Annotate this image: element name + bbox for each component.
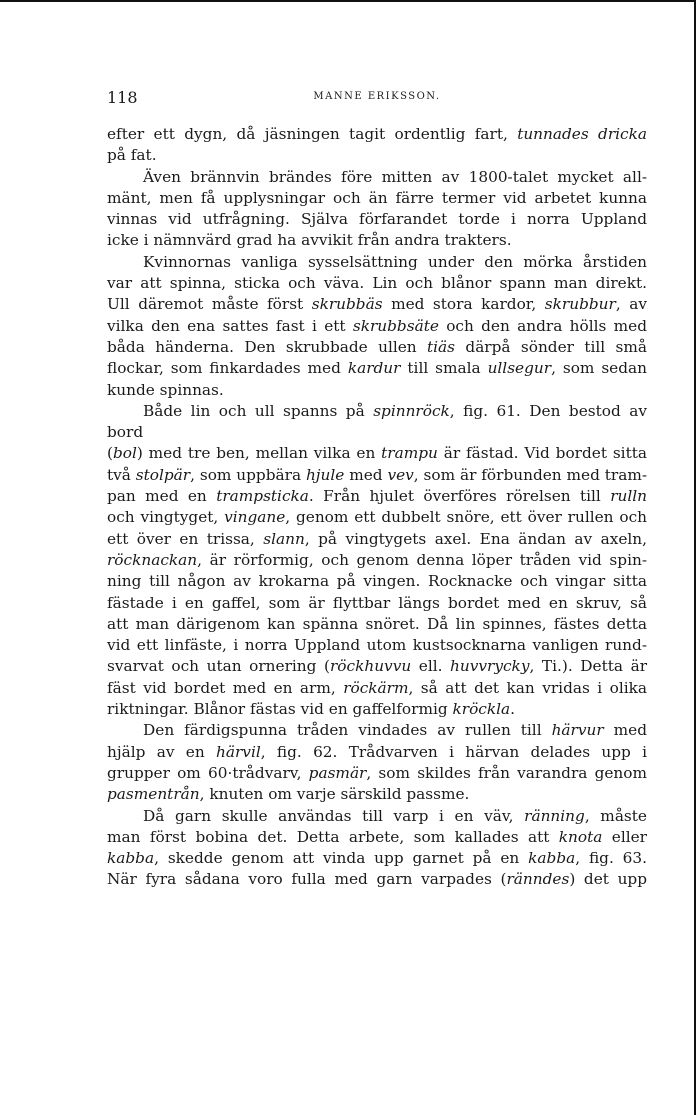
text-segment: , som skildes från varandra genom (366, 763, 648, 782)
italic-term: kabba (528, 849, 576, 868)
text-segment: , genom ett dubbelt snöre, ett över rullen och (285, 508, 647, 527)
text-segment: båda händerna. Den skrubbade ullen (107, 337, 428, 356)
text-segment: . Från hjulet överföres rörelsen till (308, 487, 611, 506)
text-line (107, 252, 647, 273)
italic-term: tunnades dricka (517, 125, 647, 143)
text-segment: , av (615, 295, 647, 314)
text-segment: ning till någon av krokarna på vingen. Rocknacke och vingar sitta (107, 572, 647, 591)
text-segment: Kvinnornas vanliga sysselsättning under den mörka årstiden (143, 252, 647, 271)
italic-term: ullsegur (487, 359, 552, 378)
text-segment: mänt, men få upplysningar och än färre termer vid arbetet kunna (107, 188, 647, 207)
italic-term: röckhuvvu (329, 657, 412, 676)
text-line (107, 529, 647, 550)
text-segment: När fyra sådana voro fulla med garn varpades ( (107, 870, 507, 889)
text-line (107, 443, 647, 464)
text-segment: ett över en trissa, (107, 529, 264, 548)
text-segment: två (107, 465, 136, 484)
text-segment: på fat. (107, 146, 157, 165)
text-segment: ) det upp (569, 870, 648, 889)
text-line (107, 507, 647, 528)
text-line (107, 656, 647, 677)
italic-term: röckärm (343, 678, 409, 697)
text-segment: ell. (411, 657, 451, 676)
page-number: 118 (107, 88, 138, 107)
text-line (107, 869, 647, 890)
italic-term: slann (263, 529, 305, 548)
scan-edge-top (0, 0, 696, 2)
text-segment: Både lin och ull spanns på (143, 401, 374, 420)
text-segment: grupper om 60·trådvarv, (107, 763, 309, 782)
text-segment: , fig. 61. Den bestod av bord (107, 401, 647, 442)
text-line (107, 145, 647, 166)
italic-term: skrubbäs (311, 295, 383, 314)
text-segment: Då garn skulle användas till varp i en väv, (143, 806, 525, 825)
text-segment: eller (602, 827, 647, 846)
italic-term: pasmentrån (107, 785, 200, 804)
italic-term: ränning (524, 806, 585, 825)
text-segment: flockar, som finkardades med (107, 359, 348, 378)
text-segment: därpå sönder till små (455, 337, 647, 356)
text-line (107, 614, 647, 635)
text-line (107, 806, 647, 827)
text-segment: ( (107, 444, 113, 463)
text-line (107, 465, 647, 486)
text-segment: , som sedan (551, 359, 647, 378)
text-line (107, 678, 647, 699)
text-segment: vilka den ena sattes fast i ett (107, 316, 353, 335)
text-line (107, 188, 647, 209)
text-line (107, 273, 647, 294)
text-line (107, 209, 647, 230)
text-segment: . (510, 700, 516, 719)
text-segment: kunde spinnas. (107, 380, 224, 399)
italic-term: vev (387, 465, 414, 484)
text-segment: Även brännvin brändes före mitten av 1800-talet mycket all- (143, 167, 647, 186)
text-segment: vid ett linfäste, i norra Uppland utom kustsocknarna vanligen rund- (107, 636, 647, 655)
text-line (107, 167, 647, 188)
text-line (107, 550, 647, 571)
text-segment: med stora kardor, (382, 295, 545, 314)
running-head: MANNE ERIKSSON. (313, 91, 441, 102)
text-segment: , skedde genom att vinda upp garnet på en (154, 849, 529, 868)
text-segment: Ull däremot måste först (107, 295, 312, 314)
italic-term: stolpär (135, 465, 191, 484)
text-segment: var att spinna, sticka och väva. Lin och blånor spann man direkt. (107, 274, 647, 293)
text-line (107, 593, 647, 614)
text-line (107, 571, 647, 592)
text-line (107, 827, 647, 848)
italic-term: kröckla (452, 700, 511, 719)
text-segment: , som är förbunden med tram- (413, 465, 647, 484)
text-line (107, 763, 647, 784)
text-segment: , fig. 63. (575, 849, 647, 868)
text-line (107, 316, 647, 337)
text-segment: , Ti.). Detta är (529, 657, 648, 676)
text-segment: är fästad. Vid bordet sitta (437, 444, 647, 463)
text-segment: , måste (584, 806, 647, 825)
text-segment: , som uppbära (190, 465, 306, 484)
text-line (107, 294, 647, 315)
italic-term: ränndes (506, 870, 570, 889)
text-line (107, 401, 647, 444)
text-line (107, 380, 647, 401)
text-line (107, 742, 647, 763)
italic-term: härvur (551, 721, 604, 740)
text-segment: , på vingtygets axel. Ena ändan av axeln, (304, 529, 648, 548)
italic-term: skrubbsäte (352, 316, 439, 335)
page-header (107, 88, 647, 108)
text-segment: till smala (400, 359, 488, 378)
italic-term: tiäs (427, 337, 456, 356)
text-segment: Den färdigspunna tråden vindades av rullen till (143, 721, 552, 740)
text-segment: fäst vid bordet med en arm, (107, 678, 344, 697)
text-segment: , knuten om varje särskild passme. (199, 785, 470, 804)
text-line (107, 358, 647, 379)
italic-term: vingane (224, 508, 286, 527)
text-segment: riktningar. Blånor fästas vid en gaffelformig (107, 700, 453, 719)
body-text (107, 124, 647, 891)
text-segment: pan med en (107, 487, 217, 506)
text-segment: och vingtyget, (107, 508, 225, 527)
text-segment: och den andra hölls med (438, 316, 647, 335)
italic-term: röcknackan (107, 550, 198, 569)
text-segment: hjälp av en (107, 742, 217, 761)
italic-term: rulln (610, 487, 648, 506)
text-segment: , är rörformig, och genom denna löper tråden vid spin- (197, 550, 647, 569)
text-line (107, 720, 647, 741)
text-segment: fästade i en gaffel, som är flyttbar längs bordet med en skruv, så (107, 593, 647, 612)
italic-term: huvvrycky (450, 657, 530, 676)
text-line (107, 784, 647, 805)
text-line (107, 486, 647, 507)
italic-term: bol (112, 444, 137, 463)
text-line (107, 848, 647, 869)
text-segment: , så att det kan vridas i olika (408, 678, 648, 697)
text-segment: ) med tre ben, mellan vilka en (136, 444, 382, 463)
italic-term: trampu (381, 444, 438, 463)
italic-term: kardur (347, 359, 401, 378)
text-segment: svarvat och utan ornering ( (107, 657, 330, 676)
italic-term: kabba (107, 849, 155, 868)
text-segment: efter ett dygn, då jäsningen tagit ordentlig fart, (107, 125, 518, 143)
text-segment: man först bobina det. Detta arbete, som kallades att (107, 827, 559, 846)
text-line (107, 337, 647, 358)
text-segment: med (344, 465, 388, 484)
italic-term: hjule (305, 465, 345, 484)
text-segment: vinnas vid utfrågning. Själva förfarandet torde i norra Uppland (107, 210, 647, 229)
text-line (107, 230, 647, 251)
text-segment: att man därigenom kan spänna snöret. Då lin spinnes, fästes detta (107, 614, 647, 633)
text-line (107, 635, 647, 656)
text-line (107, 124, 647, 145)
italic-term: spinnröck (373, 401, 450, 420)
text-segment: , fig. 62. Trådvarven i härvan delades upp i (260, 742, 648, 761)
text-segment: med (603, 721, 647, 740)
text-line (107, 699, 647, 720)
italic-term: trampsticka (216, 487, 309, 506)
text-segment: icke i nämnvärd grad ha avvikit från andra trakters. (107, 231, 512, 250)
italic-term: skrubbur (544, 295, 616, 314)
italic-term: härvil (216, 742, 261, 761)
italic-term: pasmär (308, 763, 367, 782)
italic-term: knota (558, 827, 603, 846)
